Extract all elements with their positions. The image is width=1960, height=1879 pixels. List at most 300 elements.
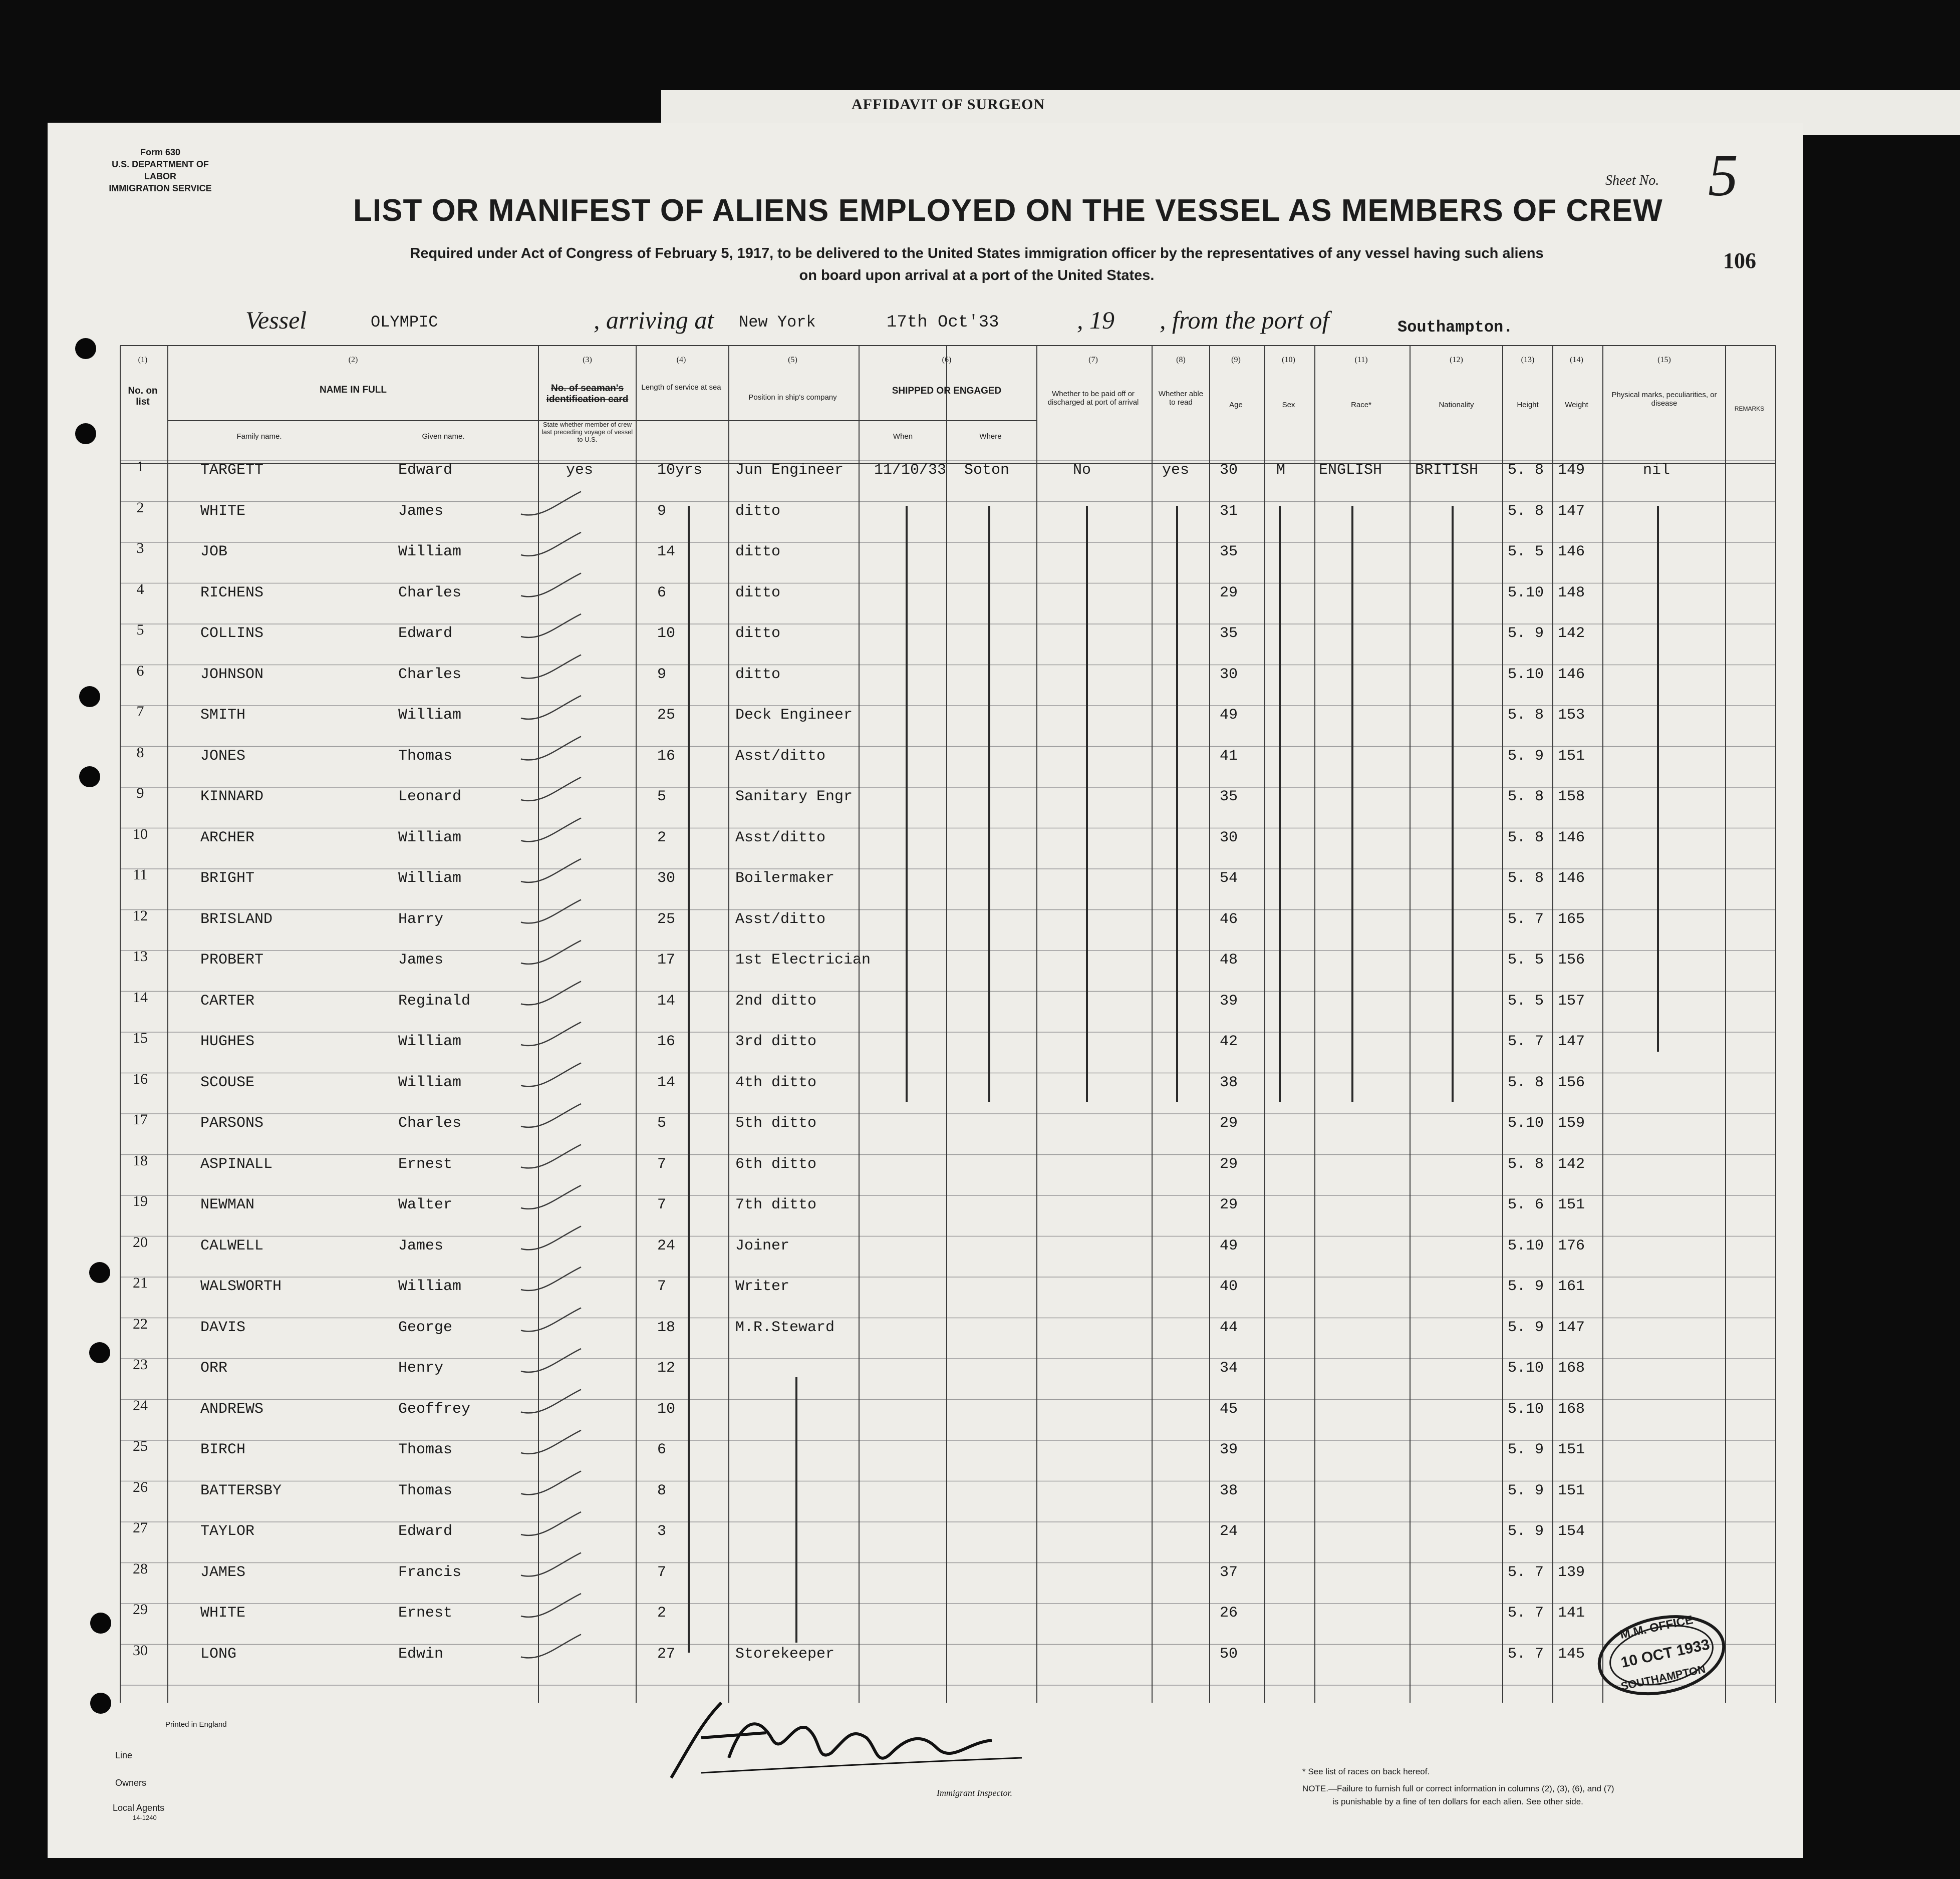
family-name: BIRCH — [200, 1441, 246, 1458]
position: 2nd ditto — [735, 992, 817, 1010]
punch-hole — [89, 1342, 110, 1363]
weight: 147 — [1558, 1033, 1585, 1050]
height: 5. 9 — [1508, 1441, 1544, 1458]
column-number-7: (7) — [1088, 356, 1098, 364]
given-name: Francis — [398, 1563, 462, 1581]
check-mark — [521, 900, 581, 923]
header-id-card-note: State whether member of crew last preceding voyage of vessel to U.S. — [541, 421, 633, 443]
row-number: 6 — [136, 662, 144, 679]
header-height: Height — [1517, 401, 1539, 409]
row-number: 22 — [133, 1315, 148, 1332]
header-shipped-or-engaged: SHIPPED OR ENGAGED — [892, 386, 1002, 396]
weight: 146 — [1558, 543, 1585, 560]
given-name: Edward — [398, 462, 453, 479]
height: 5. 8 — [1508, 870, 1544, 887]
check-mark — [521, 1104, 581, 1127]
given-name: Edward — [398, 1523, 453, 1540]
weight: 156 — [1558, 1074, 1585, 1091]
length-of-service: 14 — [657, 992, 676, 1010]
age: 34 — [1220, 1360, 1238, 1377]
form-number: Form 630 — [140, 147, 181, 157]
weight: 161 — [1558, 1278, 1585, 1295]
position: ditto — [735, 625, 781, 642]
weight: 176 — [1558, 1237, 1585, 1255]
header-age: Age — [1229, 401, 1243, 409]
weight: 151 — [1558, 1196, 1585, 1213]
given-name: Harry — [398, 910, 444, 928]
height: 5. 7 — [1508, 1033, 1544, 1050]
height: 5.10 — [1508, 584, 1544, 601]
row-number: 10 — [133, 825, 148, 842]
height: 5. 9 — [1508, 1482, 1544, 1499]
weight: 151 — [1558, 1482, 1585, 1499]
check-mark — [521, 1022, 581, 1046]
punch-hole — [90, 1613, 111, 1634]
header-position: Position in ship's company — [748, 393, 837, 402]
age: 42 — [1220, 1033, 1238, 1050]
given-name: Charles — [398, 1115, 462, 1132]
height: 5. 5 — [1508, 952, 1544, 969]
given-name: William — [398, 1074, 462, 1091]
check-mark — [521, 1145, 581, 1168]
check-mark — [521, 1635, 581, 1658]
row-number: 28 — [133, 1560, 148, 1577]
departure-port: Southampton. — [1397, 318, 1513, 337]
given-name: William — [398, 1278, 462, 1295]
position: ditto — [735, 584, 781, 601]
weight: 147 — [1558, 1319, 1585, 1336]
given-name: James — [398, 1237, 444, 1255]
punch-hole — [75, 338, 96, 359]
family-name: PROBERT — [200, 952, 264, 969]
height: 5.10 — [1508, 1360, 1544, 1377]
position: M.R.Steward — [735, 1319, 835, 1336]
age: 35 — [1220, 788, 1238, 805]
requirement-line-1: Required under Act of Congress of February 5, 1917, to be delivered to the United States immigration officer by the representatives of any vessel having such aliens — [410, 245, 1544, 261]
row-number: 9 — [136, 785, 144, 801]
punch-hole — [75, 423, 96, 444]
position: 1st Electrician — [735, 952, 871, 969]
given-name: Edward — [398, 625, 453, 642]
form-service: IMMIGRATION SERVICE — [109, 183, 212, 193]
check-mark — [521, 1471, 581, 1495]
weight: 158 — [1558, 788, 1585, 805]
given-name: Geoffrey — [398, 1400, 471, 1418]
height: 5.10 — [1508, 1237, 1544, 1255]
length-of-service: 6 — [657, 1441, 667, 1458]
check-mark — [521, 1594, 581, 1617]
row-number: 25 — [133, 1438, 148, 1454]
position: 7th ditto — [735, 1196, 817, 1213]
header-when: When — [893, 432, 913, 441]
height: 5. 8 — [1508, 1074, 1544, 1091]
length-of-service: 8 — [657, 1482, 667, 1499]
length-of-service: 7 — [657, 1155, 667, 1173]
penalty-note-1: NOTE.—Failure to furnish full or correct information in columns (2), (3), (6), and (7) — [1302, 1784, 1614, 1793]
arrival-date: 17th Oct'33 — [887, 313, 999, 332]
height: 5. 9 — [1508, 1278, 1544, 1295]
given-name: William — [398, 829, 462, 846]
family-name: KINNARD — [200, 788, 264, 805]
check-mark — [521, 818, 581, 842]
row-number: 27 — [133, 1519, 148, 1536]
age: 29 — [1220, 1155, 1238, 1173]
length-of-service: 27 — [657, 1645, 676, 1663]
immigrant-inspector-label: Immigrant Inspector. — [937, 1788, 1012, 1798]
row-number: 5 — [136, 621, 144, 638]
given-name: Edwin — [398, 1645, 444, 1663]
given-name: William — [398, 707, 462, 724]
id-card: yes — [566, 462, 594, 479]
check-mark — [521, 1553, 581, 1577]
weight: 159 — [1558, 1115, 1585, 1132]
position: Jun Engineer — [735, 462, 844, 479]
height: 5. 9 — [1508, 1523, 1544, 1540]
length-of-service: 16 — [657, 747, 676, 765]
row-number: 29 — [133, 1601, 148, 1618]
age: 49 — [1220, 1237, 1238, 1255]
given-name: Walter — [398, 1196, 453, 1213]
length-of-service: 18 — [657, 1319, 676, 1336]
column-number-5: (5) — [788, 356, 797, 364]
age: 24 — [1220, 1523, 1238, 1540]
punch-hole — [79, 686, 100, 707]
row-number: 11 — [133, 866, 148, 883]
family-name: NEWMAN — [200, 1196, 255, 1213]
height: 5.10 — [1508, 1400, 1544, 1418]
given-name: George — [398, 1319, 453, 1336]
weight: 147 — [1558, 502, 1585, 520]
age: 31 — [1220, 502, 1238, 520]
length-of-service: 14 — [657, 543, 676, 560]
age: 38 — [1220, 1074, 1238, 1091]
height: 5. 7 — [1508, 910, 1544, 928]
age: 30 — [1220, 829, 1238, 846]
form-code: 14-1240 — [133, 1814, 157, 1821]
sex: M — [1276, 462, 1286, 479]
check-mark — [521, 492, 581, 515]
header-remarks: REMARKS — [1734, 405, 1765, 412]
given-name: Henry — [398, 1360, 444, 1377]
family-name: ARCHER — [200, 829, 255, 846]
weight: 168 — [1558, 1360, 1585, 1377]
stamp-office: M.M. OFFICE — [1619, 1613, 1695, 1642]
position: Asst/ditto — [735, 747, 826, 765]
length-of-service: 7 — [657, 1196, 667, 1213]
check-mark — [521, 1308, 581, 1332]
inspector-signature — [641, 1693, 1092, 1793]
length-of-service: 7 — [657, 1278, 667, 1295]
check-mark — [521, 1185, 581, 1209]
weight: 146 — [1558, 666, 1585, 683]
column-number-14: (14) — [1570, 356, 1583, 364]
family-name: BRIGHT — [200, 870, 255, 887]
age: 46 — [1220, 910, 1238, 928]
column-number-8: (8) — [1176, 356, 1186, 364]
from-port-label: , from the port of — [1160, 306, 1329, 334]
length-of-service: 5 — [657, 1115, 667, 1132]
weight: 146 — [1558, 829, 1585, 846]
header-where: Where — [979, 432, 1002, 441]
length-of-service: 7 — [657, 1563, 667, 1581]
check-mark — [521, 696, 581, 719]
given-name: James — [398, 502, 444, 520]
age: 50 — [1220, 1645, 1238, 1663]
position: Sanitary Engr — [735, 788, 853, 805]
header-given-name: Given name. — [422, 432, 465, 441]
row-number: 7 — [136, 703, 144, 720]
given-name: Thomas — [398, 747, 453, 765]
height: 5. 9 — [1508, 625, 1544, 642]
family-name: HUGHES — [200, 1033, 255, 1050]
family-name: CARTER — [200, 992, 255, 1010]
able-to-read: yes — [1162, 462, 1190, 479]
family-name: PARSONS — [200, 1115, 264, 1132]
family-name: LONG — [200, 1645, 237, 1663]
age: 26 — [1220, 1605, 1238, 1622]
check-mark — [521, 655, 581, 679]
position: Boilermaker — [735, 870, 835, 887]
height: 5. 8 — [1508, 1155, 1544, 1173]
row-number: 2 — [136, 499, 144, 516]
row-number: 14 — [133, 989, 148, 1006]
family-name: JONES — [200, 747, 246, 765]
position: 6th ditto — [735, 1155, 817, 1173]
check-mark — [521, 1512, 581, 1535]
age: 29 — [1220, 584, 1238, 601]
length-of-service: 10 — [657, 625, 676, 642]
weight: 157 — [1558, 992, 1585, 1010]
check-mark — [521, 1390, 581, 1413]
given-name: Thomas — [398, 1482, 453, 1499]
race: ENGLISH — [1319, 462, 1382, 479]
position: 3rd ditto — [735, 1033, 817, 1050]
age: 45 — [1220, 1400, 1238, 1418]
year-label: , 19 — [1077, 306, 1114, 334]
check-mark — [521, 1430, 581, 1454]
column-number-1: (1) — [138, 356, 148, 364]
length-of-service: 25 — [657, 707, 676, 724]
height: 5.10 — [1508, 666, 1544, 683]
header-paid-off: Whether to be paid off or discharged at port of arrival — [1047, 390, 1139, 407]
position: Asst/ditto — [735, 910, 826, 928]
height: 5. 7 — [1508, 1563, 1544, 1581]
vessel-label: Vessel — [245, 306, 307, 334]
family-name: TARGETT — [200, 462, 264, 479]
column-number-3: (3) — [583, 356, 592, 364]
height: 5. 8 — [1508, 788, 1544, 805]
height: 5. 8 — [1508, 707, 1544, 724]
weight: 151 — [1558, 747, 1585, 765]
length-of-service: 2 — [657, 829, 667, 846]
height: 5. 5 — [1508, 543, 1544, 560]
row-number: 26 — [133, 1478, 148, 1495]
check-mark — [521, 737, 581, 760]
header-sex: Sex — [1282, 401, 1295, 409]
page-title: LIST OR MANIFEST OF ALIENS EMPLOYED ON THE VESSEL AS MEMBERS OF CREW — [353, 193, 1663, 228]
column-number-12: (12) — [1450, 356, 1463, 364]
sheet-number: 5 — [1708, 142, 1738, 208]
row-number: 24 — [133, 1397, 148, 1414]
height: 5. 8 — [1508, 829, 1544, 846]
column-number-4: (4) — [676, 356, 686, 364]
stamped-number: 106 — [1723, 248, 1756, 273]
arrival-port: New York — [739, 313, 816, 332]
family-name: WHITE — [200, 502, 246, 520]
height: 5. 8 — [1508, 462, 1544, 479]
position: Joiner — [735, 1237, 790, 1255]
family-name: WALSWORTH — [200, 1278, 282, 1295]
column-number-15: (15) — [1657, 356, 1671, 364]
row-number: 19 — [133, 1193, 148, 1209]
family-name: ASPINALL — [200, 1155, 273, 1173]
position: ditto — [735, 543, 781, 560]
length-of-service: 9 — [657, 502, 667, 520]
age: 35 — [1220, 543, 1238, 560]
row-number: 23 — [133, 1356, 148, 1373]
check-mark — [521, 859, 581, 882]
row-number: 21 — [133, 1275, 148, 1291]
stamp-location: SOUTHAMPTON — [1619, 1662, 1707, 1693]
age: 39 — [1220, 992, 1238, 1010]
punch-hole — [89, 1262, 110, 1283]
header-weight: Weight — [1565, 401, 1588, 409]
check-mark — [521, 1226, 581, 1250]
length-of-service: 10yrs — [657, 462, 703, 479]
position: ditto — [735, 502, 781, 520]
family-name: TAYLOR — [200, 1523, 255, 1540]
family-name: DAVIS — [200, 1319, 246, 1336]
row-number: 15 — [133, 1030, 148, 1046]
given-name: Reginald — [398, 992, 471, 1010]
printed-in: Printed in England — [165, 1720, 227, 1729]
age: 35 — [1220, 625, 1238, 642]
physical-marks: nil — [1643, 462, 1670, 479]
length-of-service: 9 — [657, 666, 667, 683]
column-number-13: (13) — [1521, 356, 1535, 364]
given-name: James — [398, 952, 444, 969]
length-of-service: 5 — [657, 788, 667, 805]
length-of-service: 12 — [657, 1360, 676, 1377]
races-note: * See list of races on back hereof. — [1302, 1767, 1430, 1776]
header-physical-marks: Physical marks, peculiarities, or disease — [1611, 391, 1717, 408]
age: 29 — [1220, 1115, 1238, 1132]
length-of-service: 24 — [657, 1237, 676, 1255]
age: 40 — [1220, 1278, 1238, 1295]
position: Storekeeper — [735, 1645, 835, 1663]
family-name: JOHNSON — [200, 666, 264, 683]
check-mark — [521, 777, 581, 801]
age: 30 — [1220, 462, 1238, 479]
height: 5. 8 — [1508, 502, 1544, 520]
weight: 142 — [1558, 625, 1585, 642]
row-number: 30 — [133, 1642, 148, 1659]
weight: 142 — [1558, 1155, 1585, 1173]
age: 48 — [1220, 952, 1238, 969]
form-department: U.S. DEPARTMENT OF LABOR — [112, 159, 209, 181]
check-mark — [521, 614, 581, 638]
given-name: William — [398, 1033, 462, 1050]
given-name: Leonard — [398, 788, 462, 805]
position: Writer — [735, 1278, 790, 1295]
row-number: 12 — [133, 907, 148, 924]
owners-label: Owners — [115, 1778, 147, 1788]
row-number: 20 — [133, 1233, 148, 1250]
given-name: Thomas — [398, 1441, 453, 1458]
check-mark — [521, 1063, 581, 1087]
row-number: 1 — [136, 458, 144, 475]
weight: 156 — [1558, 952, 1585, 969]
line-label: Line — [115, 1750, 133, 1760]
nationality: BRITISH — [1415, 462, 1479, 479]
local-agents-label: Local Agents — [113, 1803, 165, 1813]
height: 5. 9 — [1508, 747, 1544, 765]
position: 5th ditto — [735, 1115, 817, 1132]
weight: 141 — [1558, 1605, 1585, 1622]
shipped-when: 11/10/33 — [874, 462, 947, 479]
column-number-6: (6) — [942, 356, 952, 364]
given-name: Ernest — [398, 1605, 453, 1622]
age: 41 — [1220, 747, 1238, 765]
header-able-to-read: Whether able to read — [1158, 390, 1204, 407]
header-no-on-list: No. on list — [128, 386, 158, 407]
row-number: 8 — [136, 744, 144, 761]
length-of-service: 30 — [657, 870, 676, 887]
family-name: SMITH — [200, 707, 246, 724]
family-name: RICHENS — [200, 584, 264, 601]
weight: 153 — [1558, 707, 1585, 724]
weight: 145 — [1558, 1645, 1585, 1663]
paid-off: No — [1073, 462, 1091, 479]
header-family-name: Family name. — [236, 432, 282, 441]
header-name-in-full: NAME IN FULL — [319, 385, 387, 395]
header-id-card: No. of seaman's identification card — [546, 383, 629, 405]
length-of-service: 2 — [657, 1605, 667, 1622]
family-name: WHITE — [200, 1605, 246, 1622]
length-of-service: 3 — [657, 1523, 667, 1540]
height: 5. 9 — [1508, 1319, 1544, 1336]
height: 5. 7 — [1508, 1645, 1544, 1663]
family-name: BATTERSBY — [200, 1482, 282, 1499]
given-name: Charles — [398, 666, 462, 683]
family-name: JOB — [200, 543, 228, 560]
given-name: William — [398, 543, 462, 560]
weight: 165 — [1558, 910, 1585, 928]
punch-hole — [90, 1693, 111, 1714]
row-number: 17 — [133, 1111, 148, 1128]
age: 49 — [1220, 707, 1238, 724]
length-of-service: 14 — [657, 1074, 676, 1091]
given-name: William — [398, 870, 462, 887]
family-name: ANDREWS — [200, 1400, 264, 1418]
family-name: COLLINS — [200, 625, 264, 642]
family-name: ORR — [200, 1360, 228, 1377]
sheet-label: Sheet No. — [1605, 173, 1659, 188]
column-number-11: (11) — [1354, 356, 1368, 364]
row-number: 4 — [136, 580, 144, 597]
shipped-where: Soton — [964, 462, 1010, 479]
weight: 139 — [1558, 1563, 1585, 1581]
column-number-9: (9) — [1231, 356, 1241, 364]
given-name: Charles — [398, 584, 462, 601]
length-of-service: 16 — [657, 1033, 676, 1050]
age: 44 — [1220, 1319, 1238, 1336]
penalty-note-2: is punishable by a fine of ten dollars for each alien. See other side. — [1332, 1797, 1583, 1806]
row-number: 18 — [133, 1152, 148, 1169]
weight: 168 — [1558, 1400, 1585, 1418]
stamp-date: 10 OCT 1933 — [1619, 1636, 1712, 1671]
length-of-service: 17 — [657, 952, 676, 969]
